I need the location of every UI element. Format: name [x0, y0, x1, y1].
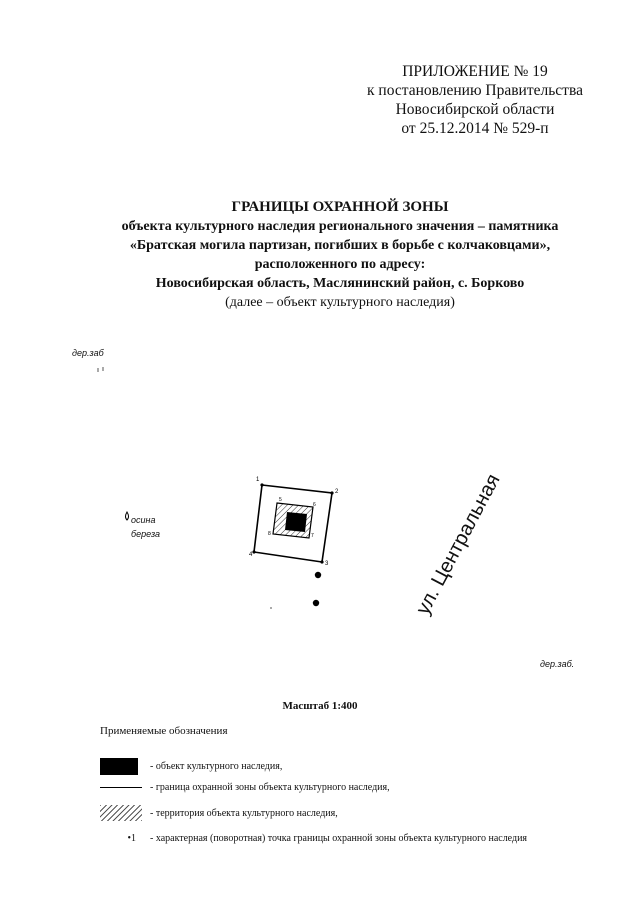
title-line-3: «Братская могила партизан, погибших в борьбе с колчаковцами», [129, 238, 551, 253]
point-label: 6 [313, 502, 316, 508]
point-label: 4 [249, 552, 253, 558]
heritage-object [285, 512, 307, 532]
point-marker [330, 491, 333, 494]
title-line-2: объекта культурного наследия регионального значения – памятника [121, 219, 559, 234]
tree-dot [313, 600, 319, 606]
point-label: 7 [311, 533, 314, 539]
point-label: 5 [279, 497, 282, 503]
tree-icon [126, 512, 129, 520]
legend-text: - граница охранной зоны объекта культурного наследия, [150, 782, 390, 793]
legend-text: - территория объекта культурного наследия, [150, 808, 338, 819]
tree-dot [315, 572, 321, 578]
point-marker [252, 550, 255, 553]
legend-symbol-point: •1 [127, 833, 136, 844]
point-label: 3 [325, 561, 329, 567]
annex-region: Новосибирской области [395, 101, 555, 118]
legend-symbol-line [100, 787, 142, 788]
title-main: ГРАНИЦЫ ОХРАННОЙ ЗОНЫ [231, 199, 449, 215]
title-line-6: (далее – объект культурного наследия) [225, 295, 455, 310]
point-label: 1 [256, 477, 260, 483]
legend-text: - объект культурного наследия, [150, 761, 283, 772]
annex-resolution: к постановлению Правительства [367, 82, 583, 99]
fence-label-top: дер.заб [72, 348, 104, 358]
tree-label-osina: осина [131, 515, 156, 525]
point-label: 2 [335, 489, 339, 495]
legend-text: - характерная (поворотная) точка границы охранной зоны объекта культурного наследия [150, 833, 528, 844]
legend-symbol-hatch [100, 805, 142, 821]
street-label: ул. Центральная [412, 470, 505, 619]
tree-label-bereza: береза [131, 529, 161, 539]
annex-number: ПРИЛОЖЕНИЕ № 19 [402, 63, 548, 80]
point-marker [260, 483, 263, 486]
legend-symbol-black-rect [100, 758, 138, 775]
annex-date: от 25.12.2014 № 529-п [401, 120, 549, 137]
title-line-5: Новосибирская область, Маслянинский район, с. Борково [155, 276, 525, 291]
title-line-4: расположенного по адресу: [254, 257, 426, 272]
point-label: 8 [268, 531, 271, 537]
scale-label: Масштаб 1:400 [282, 700, 358, 712]
point-marker [320, 560, 323, 563]
legend-caption: Применяемые обозначения [100, 725, 228, 737]
fence-label-bottom: дер.заб. [540, 659, 575, 669]
